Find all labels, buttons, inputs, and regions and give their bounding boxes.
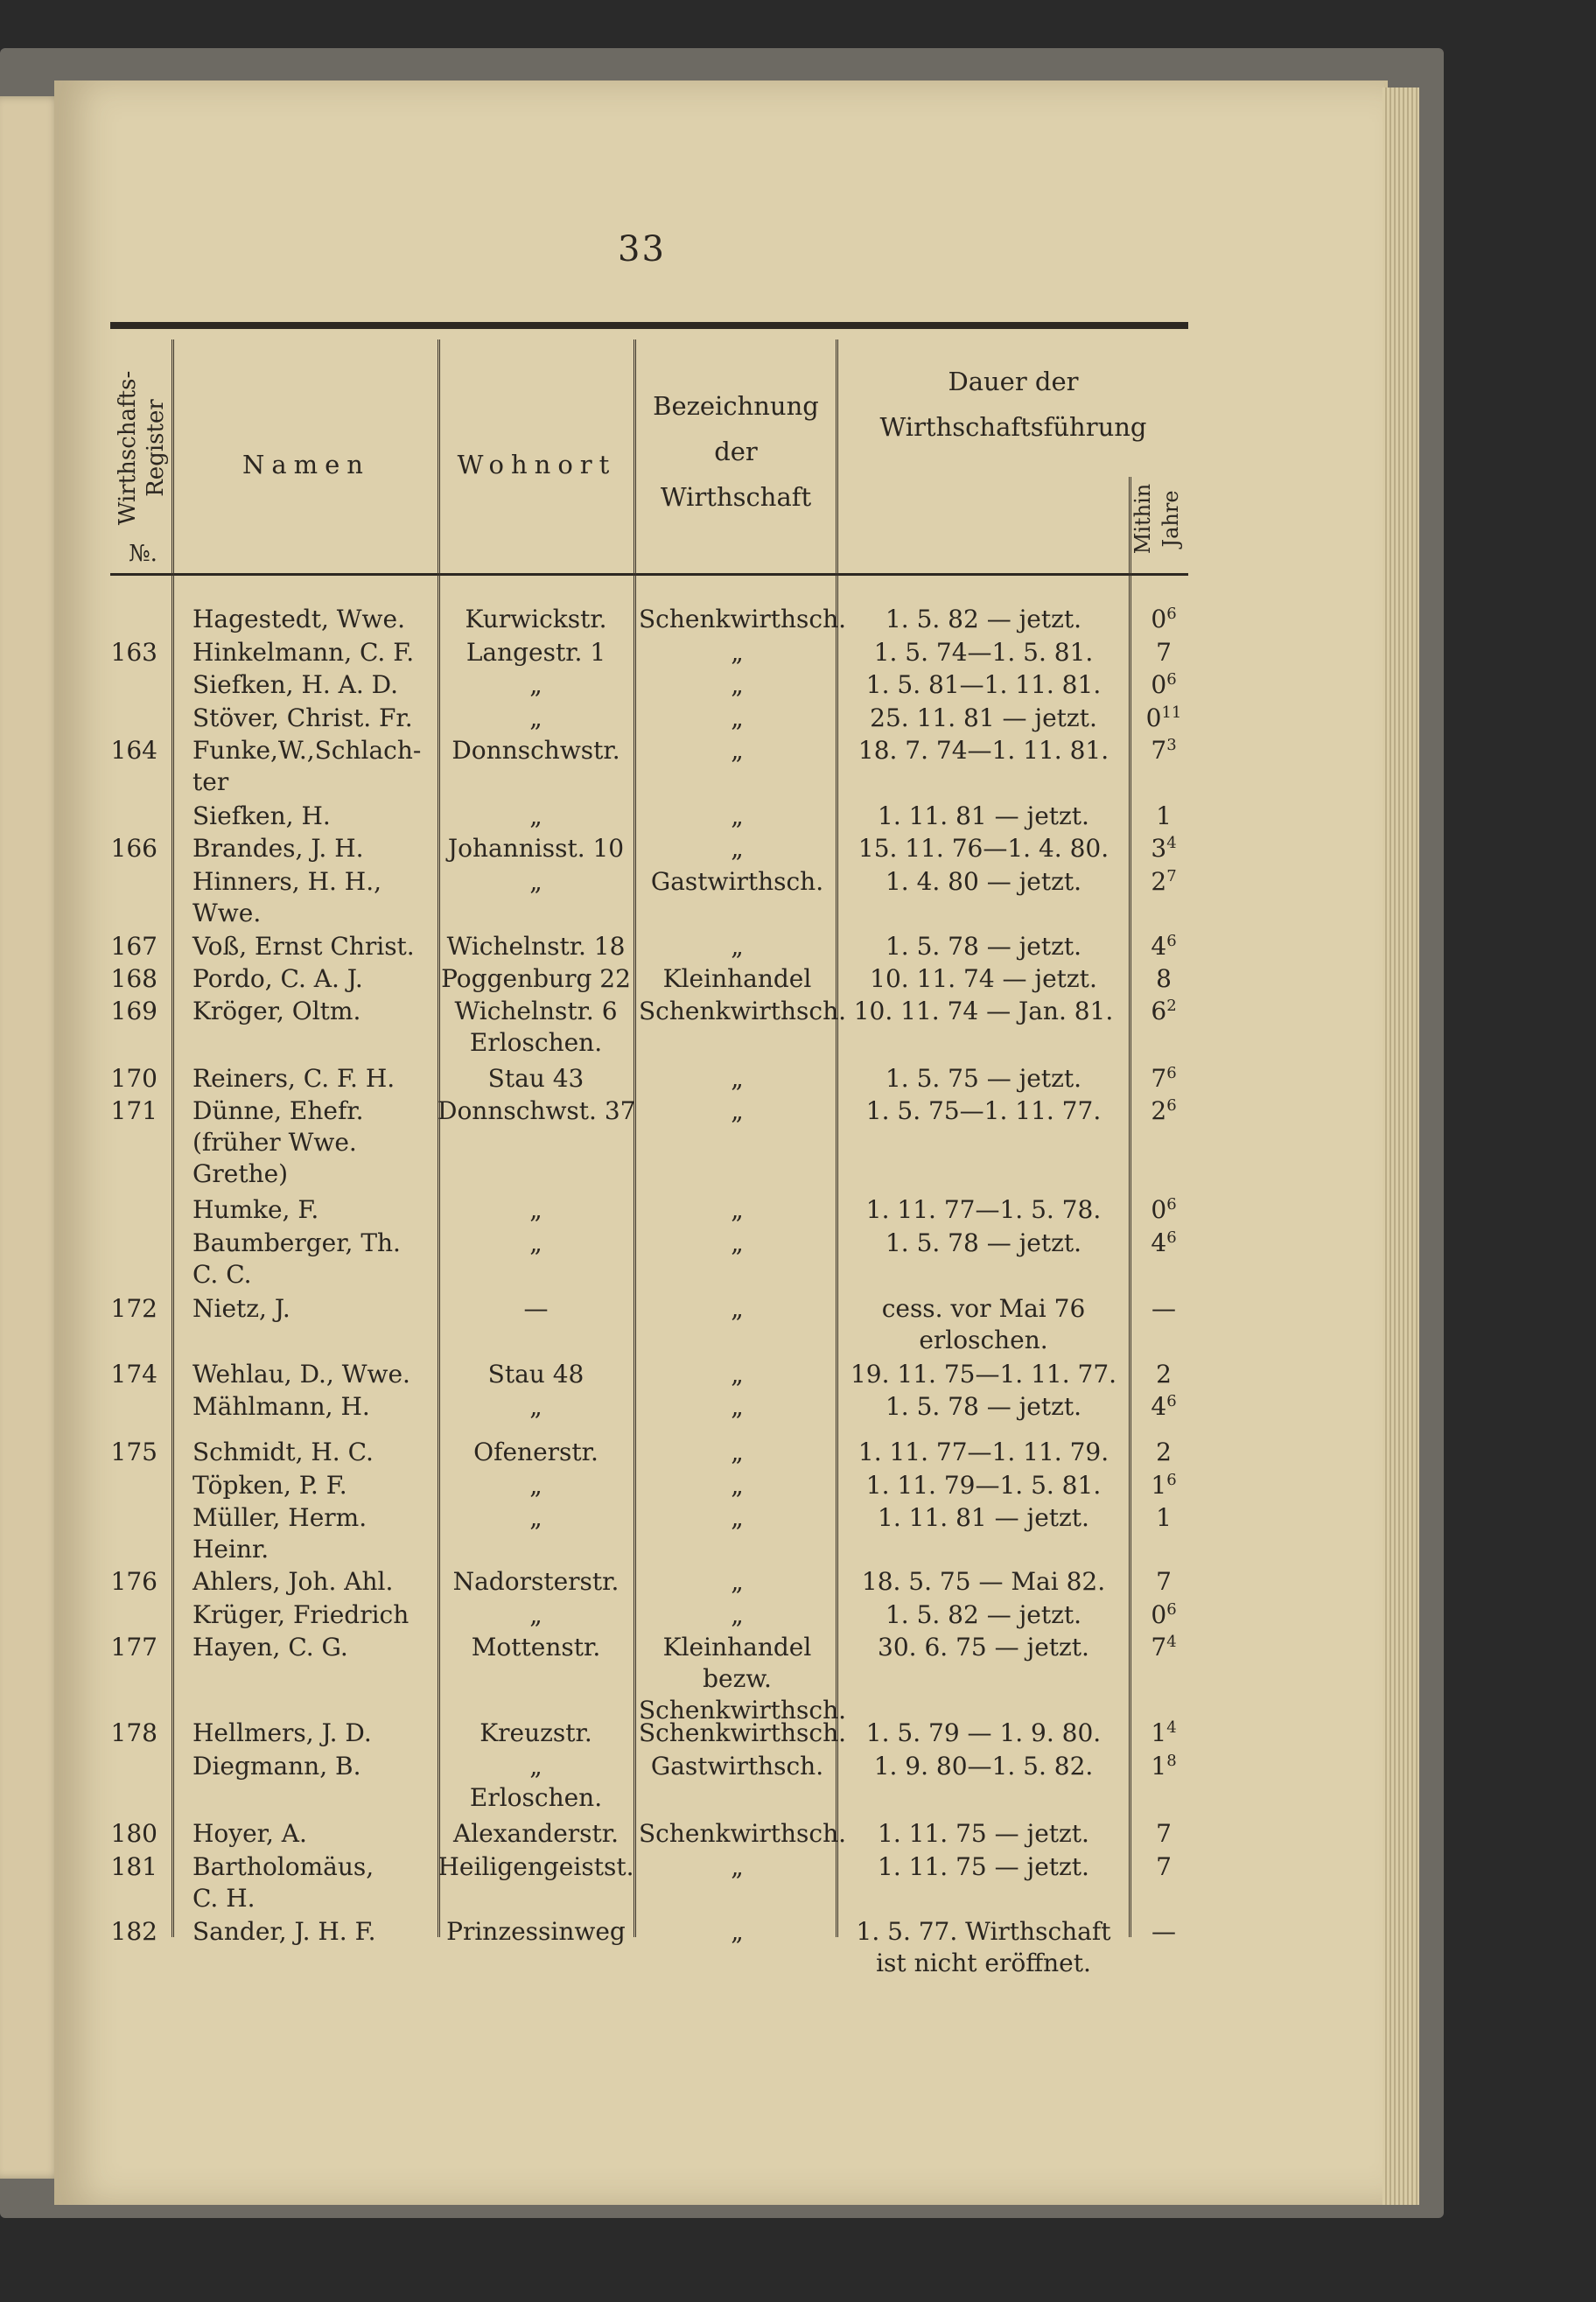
duration: 1. 5. 82 — jetzt.: [885, 605, 1082, 633]
years-value: $7^4$: [1151, 1633, 1177, 1662]
residence: „: [529, 867, 542, 896]
residence: „: [529, 1471, 542, 1500]
years-value: 7: [1156, 638, 1172, 667]
business-type: „: [731, 670, 744, 699]
residence: Heiligengeistst.: [438, 1852, 634, 1881]
duration: 1. 5. 78 — jetzt.: [885, 1228, 1082, 1257]
header-dauer: Dauer der Wirthschaftsführung: [879, 367, 1147, 442]
residence: „: [529, 1228, 542, 1257]
years-fraction: 11: [1161, 703, 1182, 722]
register-number: 170: [110, 1064, 158, 1093]
years-fraction: 6: [1166, 1392, 1177, 1410]
business-type: „: [731, 801, 744, 830]
years-value: 8: [1156, 964, 1172, 993]
years-fraction: 4: [1166, 1718, 1177, 1737]
residence: Wichelnstr. 18: [446, 932, 626, 961]
residence: Stau 48: [487, 1360, 584, 1389]
duration: 1. 11. 81 — jetzt.: [878, 1503, 1089, 1532]
business-type: Schenkwirthsch.: [639, 1718, 847, 1747]
residence: „: [529, 670, 542, 699]
business-type: Schenkwirthsch.: [639, 605, 847, 633]
business-type: „: [731, 932, 744, 961]
business-type: Kleinhandel: [662, 964, 812, 993]
duration: 10. 11. 74 — Jan. 81.: [853, 997, 1114, 1025]
years-value: $7^6$: [1151, 1064, 1177, 1093]
years-value: 7: [1156, 1852, 1172, 1881]
owner-name: Reiners, C. F. H.: [192, 1064, 396, 1093]
duration: 10. 11. 74 — jetzt.: [870, 964, 1097, 993]
owner-name: Müller, Herm. Heinr.: [192, 1503, 368, 1564]
duration: cess. vor Mai 76 erloschen.: [881, 1294, 1086, 1354]
business-type: „: [731, 1503, 744, 1532]
business-type: „: [731, 736, 744, 765]
years-value: $2^7$: [1151, 867, 1177, 896]
header-jahre: Mithin Jahre: [1130, 483, 1183, 555]
left-page-edge: [0, 96, 61, 2179]
register-number: 166: [110, 834, 158, 863]
register-number: 181: [110, 1852, 158, 1881]
years-fraction: 6: [1166, 1096, 1177, 1115]
register-number: 172: [110, 1294, 158, 1323]
years-fraction: 6: [1166, 1064, 1177, 1082]
years-value: $7^3$: [1151, 736, 1177, 765]
residence: —: [523, 1294, 549, 1323]
business-type: „: [731, 1438, 744, 1466]
register-number: 174: [110, 1360, 158, 1389]
business-type: „: [731, 1294, 744, 1323]
owner-name: Voß, Ernst Christ.: [192, 932, 415, 961]
years-value: $3^4$: [1151, 834, 1177, 863]
business-type: „: [731, 1600, 744, 1629]
duration: 1. 11. 75 — jetzt.: [878, 1819, 1089, 1848]
residence: Langestr. 1: [466, 638, 606, 667]
residence: Donnschwst. 37: [438, 1096, 636, 1125]
header-wohnort: Wohnort: [457, 450, 617, 479]
years-value: $2^6$: [1151, 1096, 1177, 1125]
header-rule-bottom: [110, 573, 1188, 576]
register-number: 180: [110, 1819, 158, 1848]
business-type: „: [731, 1471, 744, 1500]
duration: 19. 11. 75—1. 11. 77.: [850, 1360, 1117, 1389]
owner-name: Hellmers, J. D.: [192, 1718, 372, 1747]
years-value: 1: [1156, 801, 1172, 830]
business-type: Kleinhandel bezw. Schenkwirthsch.: [639, 1633, 847, 1725]
register-number: 177: [110, 1633, 158, 1662]
residence: Johannisst. 10: [447, 834, 625, 863]
residence: Ofenerstr.: [473, 1438, 598, 1466]
residence: Donnschwstr.: [452, 736, 620, 765]
business-type: „: [731, 834, 744, 863]
owner-name: Krüger, Friedrich: [192, 1600, 410, 1629]
business-type: Schenkwirthsch.: [639, 1819, 847, 1848]
duration: 1. 5. 75 — jetzt.: [885, 1064, 1082, 1093]
years-value: $1^4$: [1151, 1718, 1177, 1747]
owner-name: Pordo, C. A. J.: [192, 964, 363, 993]
residence: Poggenburg 22: [441, 964, 631, 993]
years-value: 7: [1156, 1567, 1172, 1596]
duration: 1. 5. 81—1. 11. 81.: [865, 670, 1102, 699]
years-value: $0^{11}$: [1145, 703, 1182, 732]
years-value: $0^6$: [1151, 1195, 1177, 1224]
owner-name: Siefken, H. A. D.: [192, 670, 399, 699]
residence: Mottenstr.: [471, 1633, 601, 1662]
register-number: 169: [110, 997, 158, 1025]
page-number: 33: [618, 229, 666, 269]
years-fraction: 6: [1166, 605, 1177, 623]
residence: Alexanderstr.: [453, 1819, 619, 1848]
duration: 1. 4. 80 — jetzt.: [885, 867, 1082, 896]
register-number: 176: [110, 1567, 158, 1596]
duration: 1. 11. 81 — jetzt.: [878, 801, 1089, 830]
residence: „: [529, 1195, 542, 1224]
duration: 1. 11. 77—1. 5. 78.: [865, 1195, 1102, 1224]
owner-name: Töpken, P. F.: [192, 1471, 347, 1500]
business-type: „: [731, 1096, 744, 1125]
duration: 1. 5. 75—1. 11. 77.: [865, 1096, 1102, 1125]
years-value: —: [1152, 1294, 1176, 1323]
years-value: $1^6$: [1151, 1471, 1177, 1500]
business-type: „: [731, 1228, 744, 1257]
years-fraction: 8: [1166, 1752, 1177, 1770]
owner-name: Mählmann, H.: [192, 1392, 370, 1421]
years-value: $4^6$: [1151, 932, 1177, 961]
years-fraction: 6: [1166, 1228, 1177, 1247]
years-value: $0^6$: [1151, 670, 1177, 699]
owner-name: Nietz, J.: [192, 1294, 290, 1323]
residence: „: [529, 1503, 542, 1532]
owner-name: Hinners, H. H., Wwe.: [192, 867, 382, 927]
owner-name: Kröger, Oltm.: [192, 997, 361, 1025]
years-fraction: 3: [1166, 736, 1177, 754]
duration: 1. 5. 82 — jetzt.: [885, 1600, 1082, 1629]
owner-name: Hinkelmann, C. F.: [192, 638, 415, 667]
years-value: $4^6$: [1151, 1392, 1177, 1421]
duration: 1. 11. 79—1. 5. 81.: [865, 1471, 1102, 1500]
years-value: 2: [1156, 1438, 1172, 1466]
business-type: „: [731, 703, 744, 732]
register-number: 167: [110, 932, 158, 961]
residence: „: [529, 1600, 542, 1629]
business-type: Gastwirthsch.: [650, 867, 824, 896]
owner-name: Bartholomäus, C. H.: [192, 1852, 374, 1913]
owner-name: Brandes, J. H.: [192, 834, 364, 863]
owner-name: Sander, J. H. F.: [192, 1917, 376, 1946]
years-value: 1: [1156, 1503, 1172, 1532]
register-number: 168: [110, 964, 158, 993]
column-divider: [634, 339, 636, 1937]
years-fraction: 6: [1166, 932, 1177, 950]
business-type: „: [731, 1195, 744, 1224]
duration: 1. 11. 75 — jetzt.: [878, 1852, 1089, 1881]
residence: Nadorsterstr.: [452, 1567, 620, 1596]
years-fraction: 7: [1166, 867, 1177, 885]
duration: 1. 5. 78 — jetzt.: [885, 932, 1082, 961]
business-type: „: [731, 1852, 744, 1881]
owner-name: Humke, F.: [192, 1195, 319, 1224]
years-value: $4^6$: [1151, 1228, 1177, 1257]
register-number: 171: [110, 1096, 158, 1125]
owner-name: Wehlau, D., Wwe.: [192, 1360, 410, 1389]
business-type: „: [731, 1360, 744, 1389]
owner-name: Ahlers, Joh. Ahl.: [192, 1567, 394, 1596]
duration: 1. 11. 77—1. 11. 79.: [858, 1438, 1110, 1466]
duration: 1. 5. 77. Wirthschaft ist nicht eröffnet.: [856, 1917, 1111, 1977]
header-bezeichnung: Bezeichnung der Wirthschaft: [653, 391, 819, 512]
header-register: Wirthschafts- Register: [115, 370, 169, 526]
page-edges: [1382, 87, 1419, 2205]
duration: 1. 5. 78 — jetzt.: [885, 1392, 1082, 1421]
residence: Kurwickstr.: [465, 605, 607, 633]
residence: Prinzessinweg: [446, 1917, 626, 1946]
business-type: „: [731, 1392, 744, 1421]
years-fraction: 2: [1166, 997, 1177, 1015]
residence: Stau 43: [487, 1064, 584, 1093]
duration: 25. 11. 81 — jetzt.: [870, 703, 1097, 732]
years-value: $0^6$: [1151, 605, 1177, 633]
column-divider: [438, 339, 440, 1937]
residence: Wichelnstr. 6 Erloschen.: [454, 997, 618, 1057]
duration: 15. 11. 76—1. 4. 80.: [858, 834, 1110, 863]
residence: „: [529, 801, 542, 830]
header-namen: Namen: [242, 450, 370, 479]
residence: „: [529, 1392, 542, 1421]
owner-name: Funke,W.,Schlach- ter: [192, 736, 422, 796]
residence: Kreuzstr.: [480, 1718, 592, 1747]
years-value: —: [1152, 1917, 1176, 1946]
owner-name: Schmidt, H. C.: [192, 1438, 374, 1466]
years-fraction: 4: [1166, 1633, 1177, 1651]
years-value: 7: [1156, 1819, 1172, 1848]
duration: 18. 7. 74—1. 11. 81.: [858, 736, 1110, 765]
residence: „ Erloschen.: [469, 1752, 603, 1812]
years-value: $1^8$: [1151, 1752, 1177, 1781]
owner-name: Hoyer, A.: [192, 1819, 307, 1848]
business-type: Schenkwirthsch.: [639, 997, 847, 1025]
years-fraction: 6: [1166, 1195, 1177, 1214]
duration: 18. 5. 75 — Mai 82.: [861, 1567, 1106, 1596]
owner-name: Hagestedt, Wwe.: [192, 605, 405, 633]
years-fraction: 6: [1166, 670, 1177, 689]
duration: 1. 5. 74—1. 5. 81.: [873, 638, 1094, 667]
owner-name: Stöver, Christ. Fr.: [192, 703, 413, 732]
owner-name: Diegmann, B.: [192, 1752, 361, 1781]
business-type: „: [731, 1567, 744, 1596]
duration: 1. 5. 79 — 1. 9. 80.: [865, 1718, 1102, 1747]
column-divider: [172, 339, 174, 1937]
years-fraction: 6: [1166, 1471, 1177, 1489]
years-value: $0^6$: [1151, 1600, 1177, 1629]
register-number: 164: [110, 736, 158, 765]
register-number: 178: [110, 1718, 158, 1747]
business-type: „: [731, 638, 744, 667]
business-type: „: [731, 1917, 744, 1946]
years-fraction: 4: [1166, 834, 1177, 852]
header-rule-top: [110, 322, 1188, 329]
owner-name: Siefken, H.: [192, 801, 331, 830]
duration: 30. 6. 75 — jetzt.: [878, 1633, 1089, 1662]
register-number: 175: [110, 1438, 158, 1466]
business-type: Gastwirthsch.: [650, 1752, 824, 1781]
business-type: „: [731, 1064, 744, 1093]
register-number: 163: [110, 638, 158, 667]
owner-name: Dünne, Ehefr. (früher Wwe. Grethe): [192, 1096, 364, 1188]
duration: 1. 9. 80—1. 5. 82.: [873, 1752, 1094, 1781]
years-fraction: 6: [1166, 1600, 1177, 1619]
register-number: 182: [110, 1917, 158, 1946]
owner-name: Hayen, C. G.: [192, 1633, 348, 1662]
header-nr: №.: [129, 541, 158, 567]
owner-name: Baumberger, Th. C. C.: [192, 1228, 401, 1289]
residence: „: [529, 703, 542, 732]
years-value: 2: [1156, 1360, 1172, 1389]
years-value: $6^2$: [1151, 997, 1177, 1025]
column-divider: [1129, 477, 1131, 1937]
